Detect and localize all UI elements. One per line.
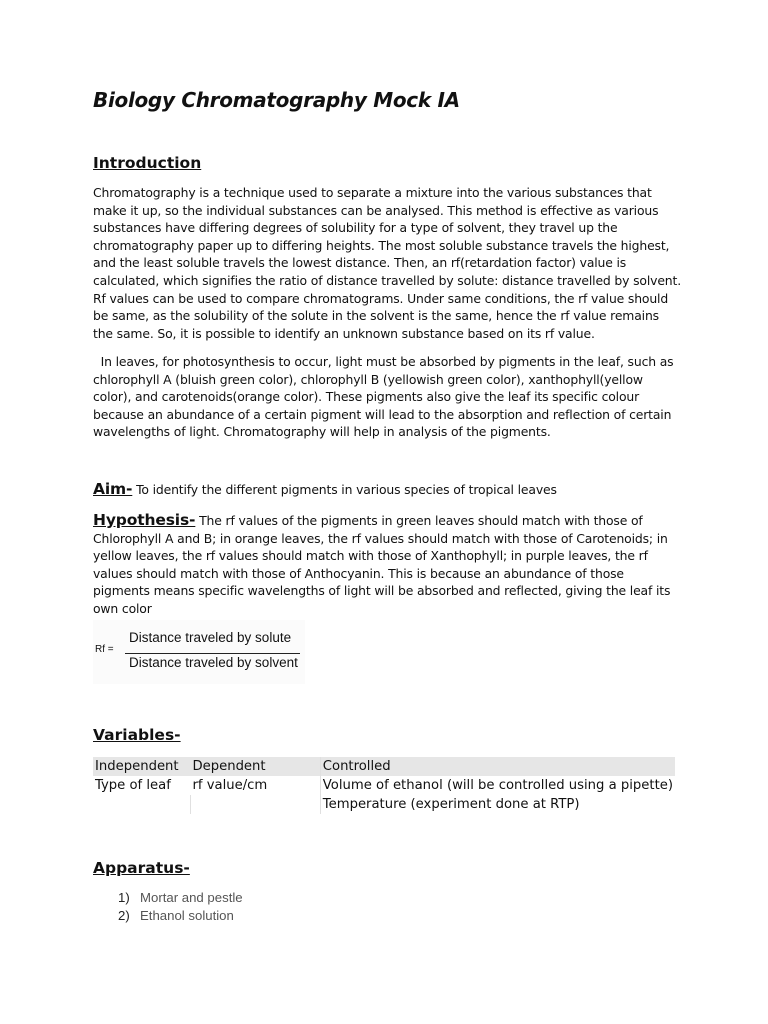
table-cell: Volume of ethanol (will be controlled using a pipette)	[322, 778, 673, 793]
table-header-cell: Controlled	[320, 757, 675, 776]
table-header-row	[93, 757, 675, 776]
aim-paragraph	[93, 481, 681, 499]
formula-numerator: Distance traveled by solute	[129, 630, 292, 645]
table-header-cell: Independent	[93, 757, 190, 776]
hypothesis-text: The rf values of the pigments in green leaves should match with those of Chlorophyll A and B; in orange leaves, the rf values should match with those of Carotenoids; in yellow leaves, the rf values should match with those of Xanthophyll; in purple leaves, the rf values should match with those of Anthocyanin. This is because an abundance of those pigments means specific wavelengths of light will be absorbed and reflected, giving the leaf its own color	[93, 513, 671, 616]
list-item	[118, 907, 243, 925]
variables-heading: Variables-	[93, 726, 181, 744]
list-item-text: Mortar and pestle	[140, 890, 243, 905]
list-item-number: 1)	[118, 890, 130, 905]
introduction-paragraph-2: In leaves, for photosynthesis to occur, light must be absorbed by pigments in the leaf, such as chlorophyll A (bluish green color), chlorophyll B (yellowish green color), xanthophyll(yellow color), and carotenoids(orange color). These pigments also give the leaf its specific colour because an abundance of a certain pigment will lead to the absorption and reflection of certain wavelengths of light. Chromatography will help in analysis of the pigments.	[93, 354, 678, 440]
table-cell	[190, 795, 320, 814]
list-item-text: Ethanol solution	[140, 908, 234, 923]
rf-formula-image	[93, 620, 305, 684]
table-row	[93, 776, 675, 795]
aim-text: To identify the different pigments in various species of tropical leaves	[132, 482, 557, 497]
table-row	[93, 795, 675, 814]
document-title: Biology Chromatography Mock IA	[93, 88, 460, 112]
table-cell	[93, 795, 190, 814]
formula-lhs: Rf =	[95, 644, 114, 655]
table-cell: Temperature (experiment done at RTP)	[322, 797, 580, 812]
table-cell: rf value/cm	[190, 776, 320, 795]
aim-label: Aim-	[93, 480, 133, 498]
variables-table	[93, 757, 675, 814]
introduction-heading: Introduction	[93, 154, 202, 172]
apparatus-list	[118, 889, 243, 925]
table-cell: Type of leaf	[95, 778, 171, 793]
formula-denominator: Distance traveled by solvent	[129, 655, 298, 670]
hypothesis-label: Hypothesis-	[93, 511, 196, 529]
list-item-number: 2)	[118, 908, 130, 923]
introduction-paragraph-1: Chromatography is a technique used to separate a mixture into the various substances that make it up, so the individual substances can be analysed. This method is effective as various substances have differing degrees of solubility for a type of solvent, they travel up the chromatography paper up to differing heights. The most soluble substance travels the highest, and the least soluble travels the lowest distance. Then, an rf(retardation factor) value is calculated, which signifies the ratio of distance travelled by solute: distance travelled by solvent. Rf values can be used to compare chromatograms. Under same conditions, the rf value should be same, as the solubility of the solute in the solvent is the same, hence the rf value remains the same. So, it is possible to identify an unknown substance based on its rf value.	[93, 185, 681, 341]
hypothesis-paragraph	[93, 512, 681, 618]
table-header-cell: Dependent	[190, 757, 320, 776]
list-item	[118, 889, 243, 907]
apparatus-heading: Apparatus-	[93, 859, 190, 877]
formula-fraction-bar	[125, 653, 300, 654]
